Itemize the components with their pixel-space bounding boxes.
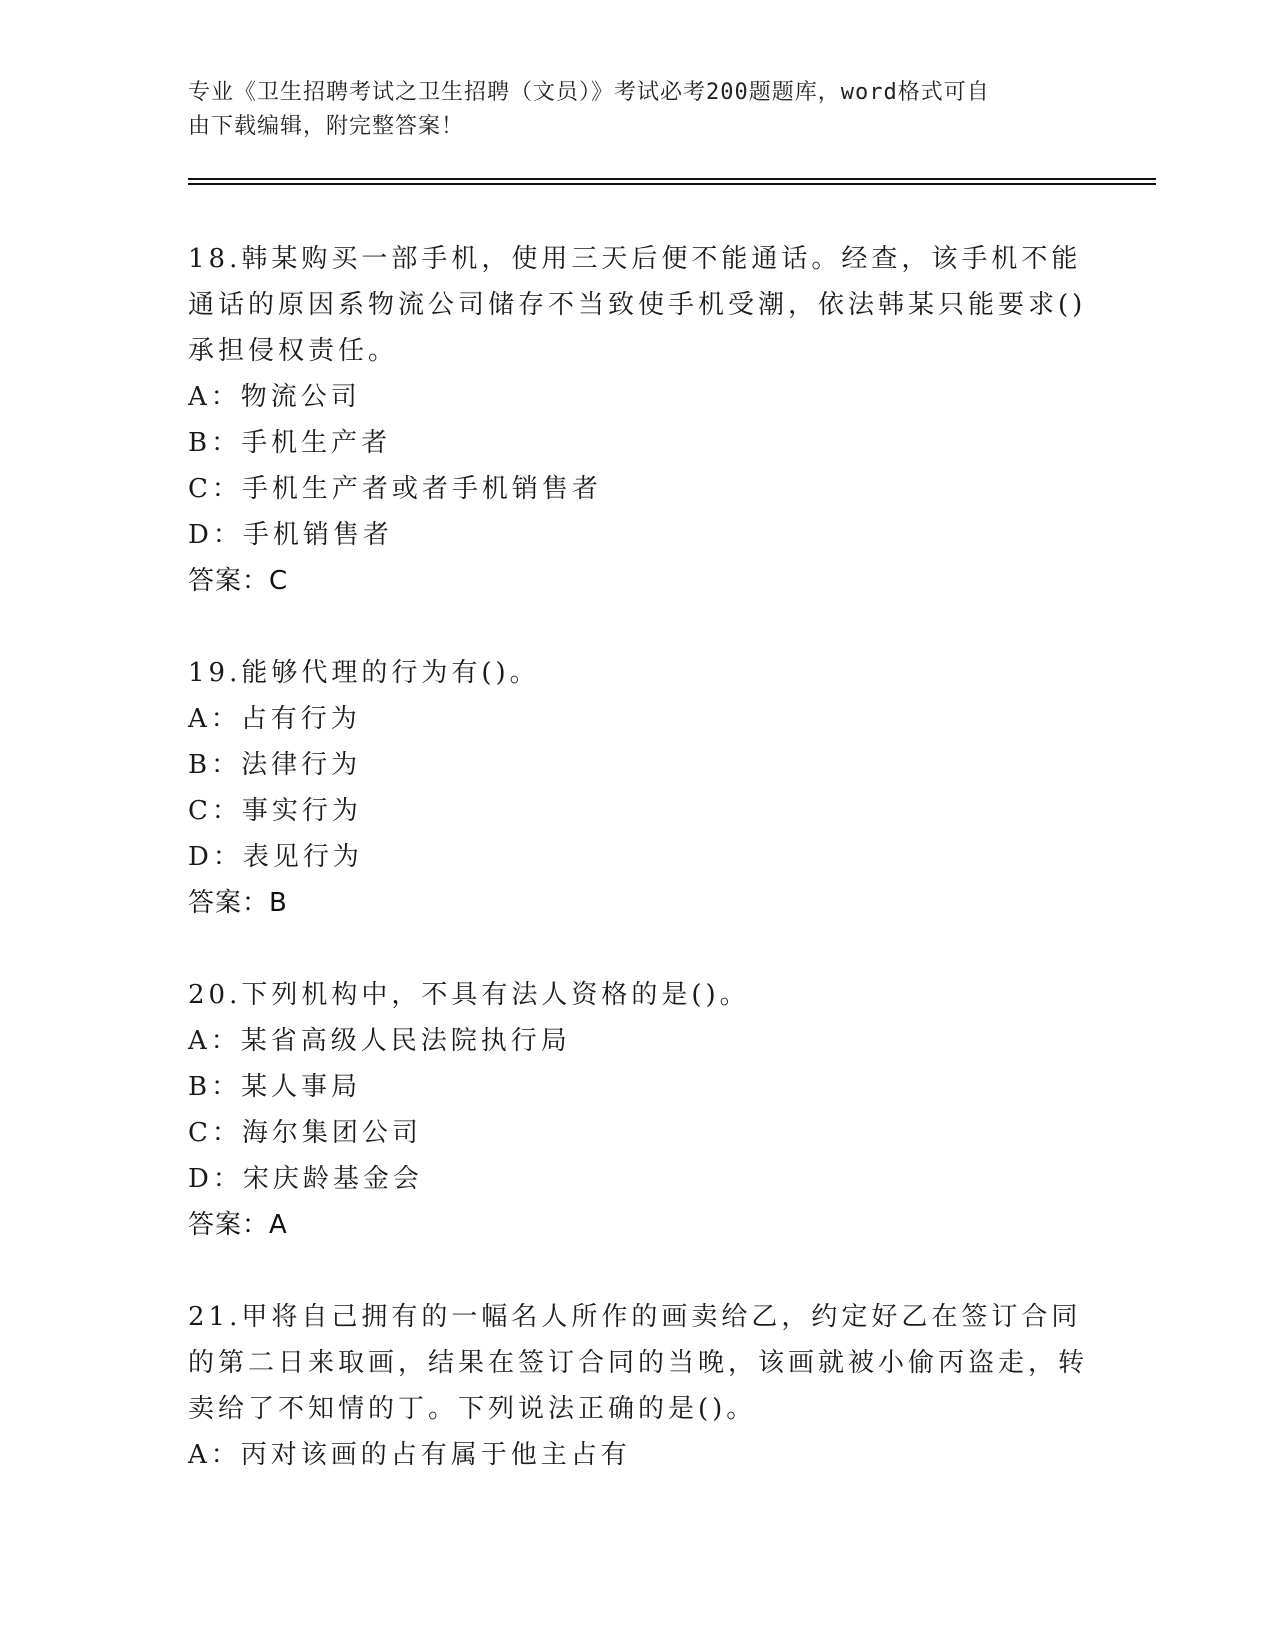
answer-label: 答案： bbox=[188, 1210, 270, 1240]
document-header bbox=[188, 76, 1088, 144]
answer-line bbox=[188, 558, 1088, 604]
option-c: C：手机生产者或者手机销售者 bbox=[188, 474, 602, 504]
option-c: C：海尔集团公司 bbox=[188, 1118, 422, 1148]
question-stem: 18.韩某购买一部手机，使用三天后便不能通话。经查，该手机不能通话的原因系物流公司储存不当致使手机受潮，依法韩某只能要求()承担侵权责任。 bbox=[188, 244, 1087, 366]
answer-value: A bbox=[269, 1210, 288, 1240]
option-a: A：物流公司 bbox=[188, 382, 361, 412]
question-21 bbox=[188, 1294, 1088, 1478]
option-d: D：手机销售者 bbox=[188, 520, 393, 550]
question-19 bbox=[188, 650, 1088, 926]
option-c: C：事实行为 bbox=[188, 796, 362, 826]
answer-line bbox=[188, 1202, 1088, 1248]
question-18 bbox=[188, 236, 1088, 604]
question-stem: 21.甲将自己拥有的一幅名人所作的画卖给乙，约定好乙在签订合同的第二日来取画，结果在签订合同的当晚，该画就被小偷丙盗走，转卖给了不知情的丁。下列说法正确的是()。 bbox=[188, 1302, 1089, 1424]
question-stem: 19.能够代理的行为有()。 bbox=[188, 658, 540, 688]
option-b: B：法律行为 bbox=[188, 750, 362, 780]
option-a: A：某省高级人民法院执行局 bbox=[188, 1026, 571, 1056]
question-20 bbox=[188, 972, 1088, 1248]
answer-label: 答案： bbox=[188, 888, 270, 918]
header-rule-top bbox=[188, 178, 1156, 180]
option-d: D：表见行为 bbox=[188, 842, 363, 872]
option-d: D：宋庆龄基金会 bbox=[188, 1164, 423, 1194]
option-a: A：占有行为 bbox=[188, 704, 361, 734]
option-a: A：丙对该画的占有属于他主占有 bbox=[188, 1440, 631, 1470]
option-b: B：某人事局 bbox=[188, 1072, 362, 1102]
question-stem: 20.下列机构中，不具有法人资格的是()。 bbox=[188, 980, 750, 1010]
answer-value: B bbox=[269, 888, 288, 918]
header-line-1: 专业《卫生招聘考试之卫生招聘（文员）》考试必考200题题库，word格式可自 bbox=[188, 80, 990, 105]
header-rule-bottom bbox=[188, 183, 1156, 185]
header-line-2: 由下载编辑，附完整答案！ bbox=[188, 114, 465, 139]
option-b: B：手机生产者 bbox=[188, 428, 392, 458]
answer-value: C bbox=[269, 566, 289, 596]
answer-label: 答案： bbox=[188, 566, 270, 596]
answer-line bbox=[188, 880, 1088, 926]
question-list bbox=[188, 236, 1088, 1524]
